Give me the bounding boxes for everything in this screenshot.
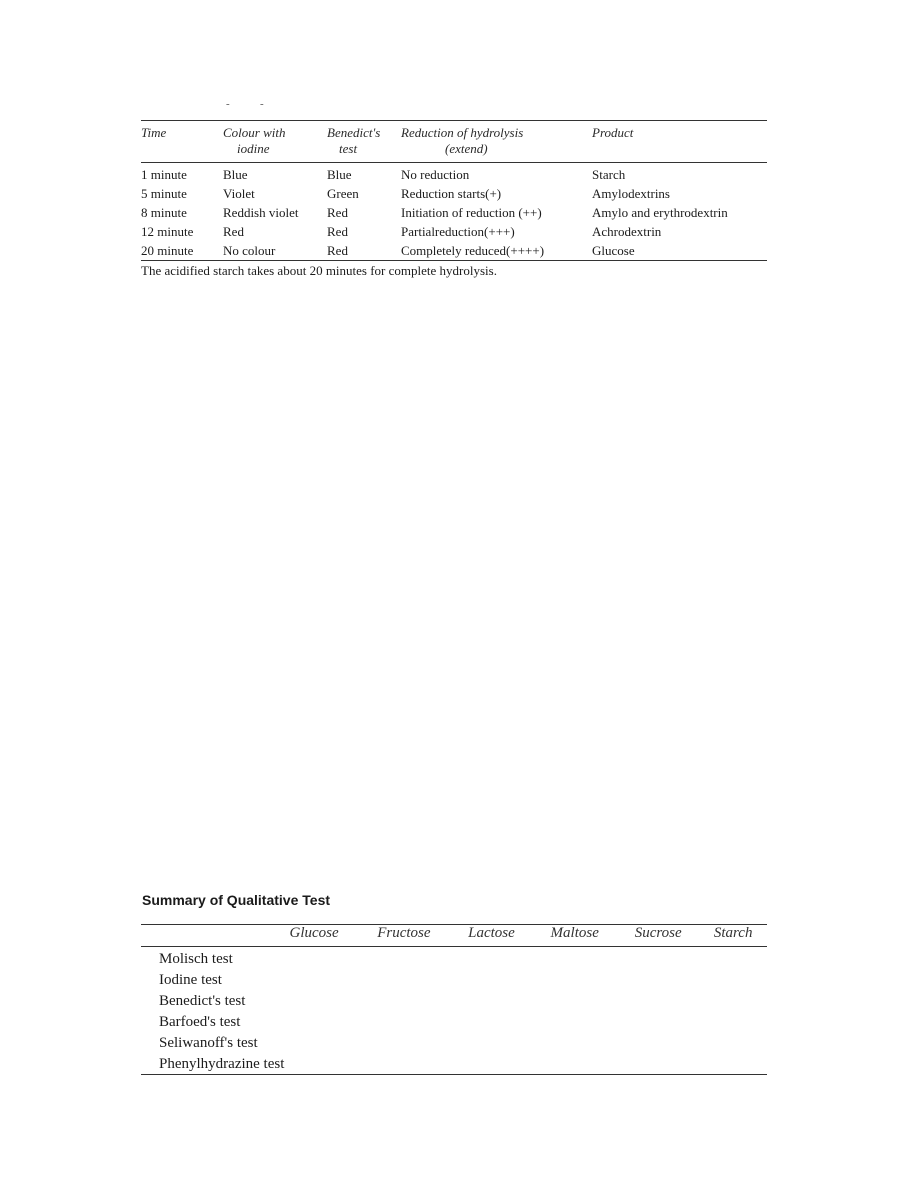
cell-product: Amylo and erythrodextrin	[592, 205, 728, 220]
cell-time: 8 minute	[141, 205, 187, 220]
stray-mark: -	[226, 98, 230, 110]
table-row	[141, 1053, 767, 1075]
cell-colour: Violet	[223, 186, 255, 201]
table-row	[141, 241, 767, 261]
cell-reduction: Completely reduced(++++)	[401, 243, 545, 258]
cell-product: Amylodextrins	[592, 186, 670, 201]
col-header-product: Product	[592, 125, 634, 140]
col-header-sucrose: Sucrose	[634, 925, 682, 941]
table-row	[141, 969, 767, 990]
test-name: Molisch test	[159, 950, 233, 967]
table-row	[141, 184, 767, 203]
cell-time: 1 minute	[141, 167, 187, 182]
cell-colour: Reddish violet	[223, 205, 299, 220]
col-header-reduction: Reduction of hydrolysis (extend)	[401, 125, 524, 156]
cell-time: 5 minute	[141, 186, 187, 201]
hydrolysis-note: The acidified starch takes about 20 minutes for complete hydrolysis.	[141, 263, 497, 278]
table-row	[141, 1011, 767, 1032]
col-header-lactose: Lactose	[468, 925, 515, 941]
test-name: Barfoed's test	[159, 1013, 241, 1030]
cell-product: Starch	[592, 167, 626, 182]
test-name: Seliwanoff's test	[159, 1034, 258, 1051]
table-header-row	[141, 121, 767, 163]
hydrolysis-table	[141, 120, 767, 261]
test-name: Phenylhydrazine test	[159, 1055, 285, 1072]
cell-reduction: Initiation of reduction (++)	[401, 205, 542, 220]
table-row	[141, 990, 767, 1011]
cell-colour: Red	[223, 224, 244, 239]
cell-colour: Blue	[223, 167, 248, 182]
cell-time: 12 minute	[141, 224, 194, 239]
col-header-maltose: Maltose	[550, 925, 599, 941]
cell-benedicts: Red	[327, 205, 348, 220]
cell-benedicts: Blue	[327, 167, 352, 182]
cell-colour: No colour	[223, 243, 276, 258]
cell-reduction: Reduction starts(+)	[401, 186, 502, 201]
table-row	[141, 222, 767, 241]
col-header-colour-iodine: Colour with iodine	[223, 125, 286, 156]
table-row	[141, 947, 767, 970]
cell-benedicts: Red	[327, 243, 348, 258]
cell-time: 20 minute	[141, 243, 194, 258]
summary-title: Summary of Qualitative Test	[142, 892, 331, 908]
col-header-time: Time	[141, 125, 167, 140]
cell-benedicts: Red	[327, 224, 348, 239]
stray-mark: -	[260, 98, 264, 110]
table-row	[141, 1032, 767, 1053]
col-header-blank	[141, 925, 271, 947]
cell-reduction: Partialreduction(+++)	[401, 224, 515, 239]
table-header-row	[141, 925, 767, 947]
test-name: Iodine test	[159, 971, 222, 988]
cell-reduction: No reduction	[401, 167, 470, 182]
col-header-starch: Starch	[713, 925, 753, 941]
cell-product: Achrodextrin	[592, 224, 662, 239]
cell-product: Glucose	[592, 243, 635, 258]
col-header-benedicts: Benedict's test	[327, 125, 381, 156]
table-row	[141, 203, 767, 222]
col-header-fructose: Fructose	[377, 925, 431, 941]
test-name: Benedict's test	[159, 992, 246, 1009]
table-row	[141, 163, 767, 185]
cell-benedicts: Green	[327, 186, 359, 201]
col-header-glucose: Glucose	[289, 925, 339, 941]
summary-table	[141, 924, 767, 1075]
